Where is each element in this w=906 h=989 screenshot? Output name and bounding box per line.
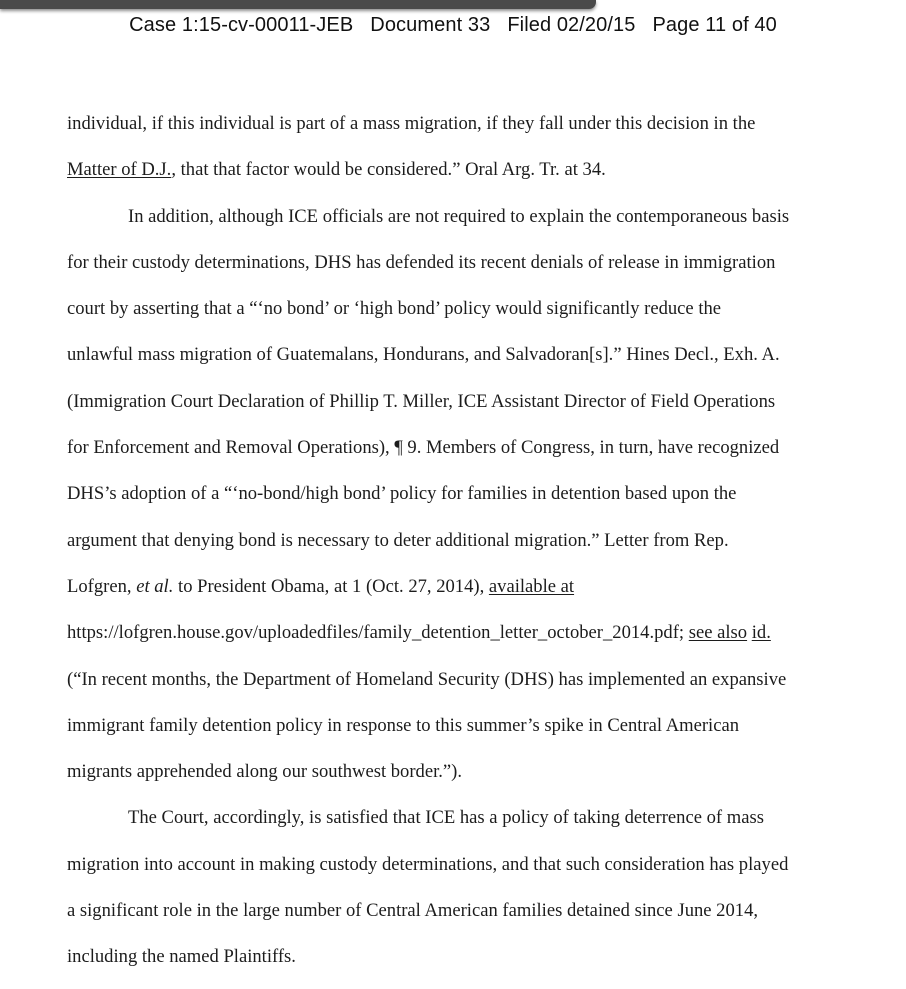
text-line: for their custody determinations, DHS has defended its recent denials of release in immigration — [67, 251, 776, 273]
viewer-toolbar-edge — [0, 0, 596, 9]
text-line: (Immigration Court Declaration of Phillip T. Miller, ICE Assistant Director of Field Operations — [67, 390, 776, 412]
text-line — [67, 613, 857, 659]
see-also-signal: see also — [688, 622, 748, 644]
text-line: individual, if this individual is part of a mass migration, if they fall under this decision in the — [67, 113, 756, 134]
text-line: including the named Plaintiffs. — [67, 946, 296, 968]
text-line: DHS’s adoption of a “‘no-bond/high bond’ policy for families in detention based upon the — [67, 483, 737, 505]
text-line: immigrant family detention policy in response to this summer’s spike in Central American — [67, 714, 740, 736]
case-number: Case 1:15-cv-00011-JEB — [129, 14, 354, 36]
paragraph-start: In addition, although ICE officials are not required to explain the contemporaneous basis — [128, 205, 790, 227]
letter-url: https://lofgren.house.gov/uploadedfiles/family_detention_letter_october_2014.pdf; — [67, 622, 689, 644]
text-line: argument that denying bond is necessary to deter additional migration.” Letter from Rep. — [67, 529, 729, 551]
page-number: Page 11 of 40 — [652, 14, 777, 36]
paragraph-start: The Court, accordingly, is satisfied that ICE has a policy of taking deterrence of mass — [128, 807, 764, 829]
text-line: unlawful mass migration of Guatemalans, Hondurans, and Salvadoran[s].” Hines Decl., Exh. A. — [67, 344, 780, 366]
text-line: migrants apprehended along our southwest border.”). — [67, 761, 463, 783]
available-at-signal: available at — [488, 575, 575, 597]
document-number: Document 33 — [370, 14, 491, 36]
text-line: migration into account in making custody determinations, and that such consideration has played — [67, 853, 789, 875]
text-line: (“In recent months, the Department of Homeland Security (DHS) has implemented an expansive — [67, 668, 787, 690]
document-body — [67, 104, 857, 984]
case-citation: Matter of D.J. — [67, 159, 172, 181]
text-line: court by asserting that a “‘no bond’ or ‘high bond’ policy would significantly reduce the — [67, 298, 722, 320]
filed-date: Filed 02/20/15 — [507, 14, 636, 36]
case-header — [0, 14, 906, 37]
text-line: Matter of D.J., that that factor would be considered.” Oral Arg. Tr. at 34. — [67, 159, 606, 181]
text-line: a significant role in the large number of Central American families detained since June 2014, — [67, 900, 759, 922]
et-al-italic: et al. — [136, 575, 174, 597]
text-line: Lofgren, et al. to President Obama, at 1 (Oct. 27, 2014), available at — [67, 575, 575, 597]
id-signal: id. — [751, 622, 771, 644]
text-line: for Enforcement and Removal Operations), ¶ 9. Members of Congress, in turn, have recognized — [67, 437, 780, 459]
